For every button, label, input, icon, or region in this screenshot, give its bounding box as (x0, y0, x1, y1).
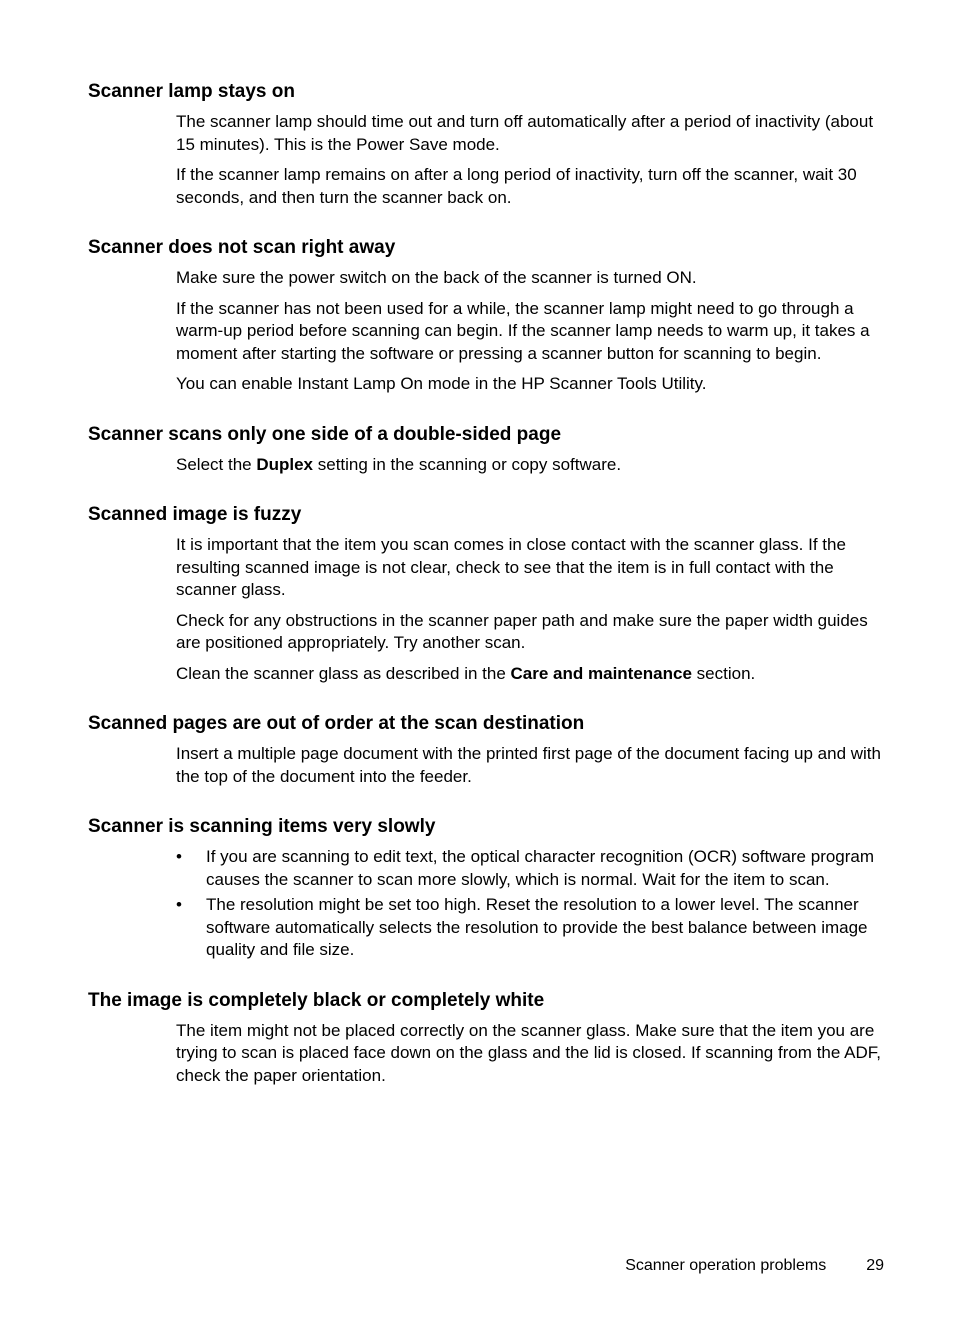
paragraph: Check for any obstructions in the scanner paper path and make sure the paper width guides are positioned appropriately. Try another scan. (176, 610, 868, 652)
section-not-scan-right-away (88, 236, 888, 396)
text-run: setting in the scanning or copy software. (313, 454, 622, 474)
page-footer (0, 1257, 884, 1275)
section-image-fuzzy (88, 503, 888, 685)
paragraph (176, 454, 886, 477)
section-black-or-white (88, 989, 888, 1088)
document-content (88, 80, 888, 1114)
page-number: 29 (866, 1257, 884, 1274)
section-lamp-stays-on (88, 80, 888, 209)
bullet-list (176, 846, 886, 962)
paragraph: It is important that the item you scan comes in close contact with the scanner glass. If the resulting scanned image is not clear, check to see that the item is in full contact with the scanner glass. (176, 535, 846, 599)
section-heading: Scanner lamp stays on (88, 81, 295, 102)
text-run: Clean the scanner glass as described in the (176, 663, 511, 683)
paragraph: If the scanner lamp remains on after a long period of inactivity, turn off the scanner, wait 30 seconds, and then turn the scanner back on. (176, 165, 857, 207)
section-body (176, 111, 886, 209)
list-item (176, 846, 886, 891)
paragraph: Make sure the power switch on the back of the scanner is turned ON. (176, 268, 697, 287)
section-heading: Scanned image is fuzzy (88, 504, 302, 525)
paragraph: You can enable Instant Lamp On mode in the HP Scanner Tools Utility. (176, 374, 707, 393)
section-body (176, 534, 886, 685)
section-out-of-order (88, 712, 888, 788)
section-body (176, 454, 886, 477)
list-item (176, 894, 886, 962)
paragraph (176, 663, 886, 686)
footer-section-title: Scanner operation problems (625, 1257, 827, 1274)
section-one-side-only (88, 423, 888, 477)
paragraph: Insert a multiple page document with the printed first page of the document facing up and with the top of the document into the feeder. (176, 744, 881, 786)
list-item-text: The resolution might be set too high. Reset the resolution to a lower level. The scanner software automatically selects the resolution to provide the best balance between image quality and file size. (206, 895, 868, 959)
paragraph: The scanner lamp should time out and turn off automatically after a period of inactivity (about 15 minutes). This is the Power Save mode. (176, 112, 874, 154)
section-body (176, 267, 886, 396)
section-heading: Scanner does not scan right away (88, 237, 396, 258)
text-run: section. (691, 663, 756, 683)
section-scanning-slowly (88, 815, 888, 962)
list-item-text: If you are scanning to edit text, the optical character recognition (OCR) software program causes the scanner to scan more slowly, which is normal. Wait for the item to scan. (206, 847, 875, 889)
section-body (176, 1020, 886, 1088)
bold-term-duplex: Duplex (256, 454, 314, 474)
text-run: Select the (176, 454, 257, 474)
paragraph: If the scanner has not been used for a while, the scanner lamp might need to go through a warm-up period before scanning can begin. If the scanner lamp needs to warm up, it takes a moment after starting the software or pressing a scanner button for scanning to begin. (176, 298, 870, 363)
section-body (176, 743, 886, 788)
bullet-icon: • (176, 895, 182, 914)
bullet-icon: • (176, 847, 182, 866)
section-body (176, 846, 886, 962)
section-heading: Scanned pages are out of order at the scan destination (88, 713, 585, 734)
section-heading: Scanner is scanning items very slowly (88, 816, 436, 837)
section-heading: The image is completely black or completely white (88, 989, 545, 1011)
paragraph: The item might not be placed correctly on the scanner glass. Make sure that the item you are trying to scan is placed face down on the glass and the lid is closed. If scanning from the ADF, check the paper orientation. (176, 1020, 881, 1085)
section-heading: Scanner scans only one side of a double-sided page (88, 423, 562, 445)
bold-term-care-and-maintenance: Care and maintenance (510, 663, 692, 683)
